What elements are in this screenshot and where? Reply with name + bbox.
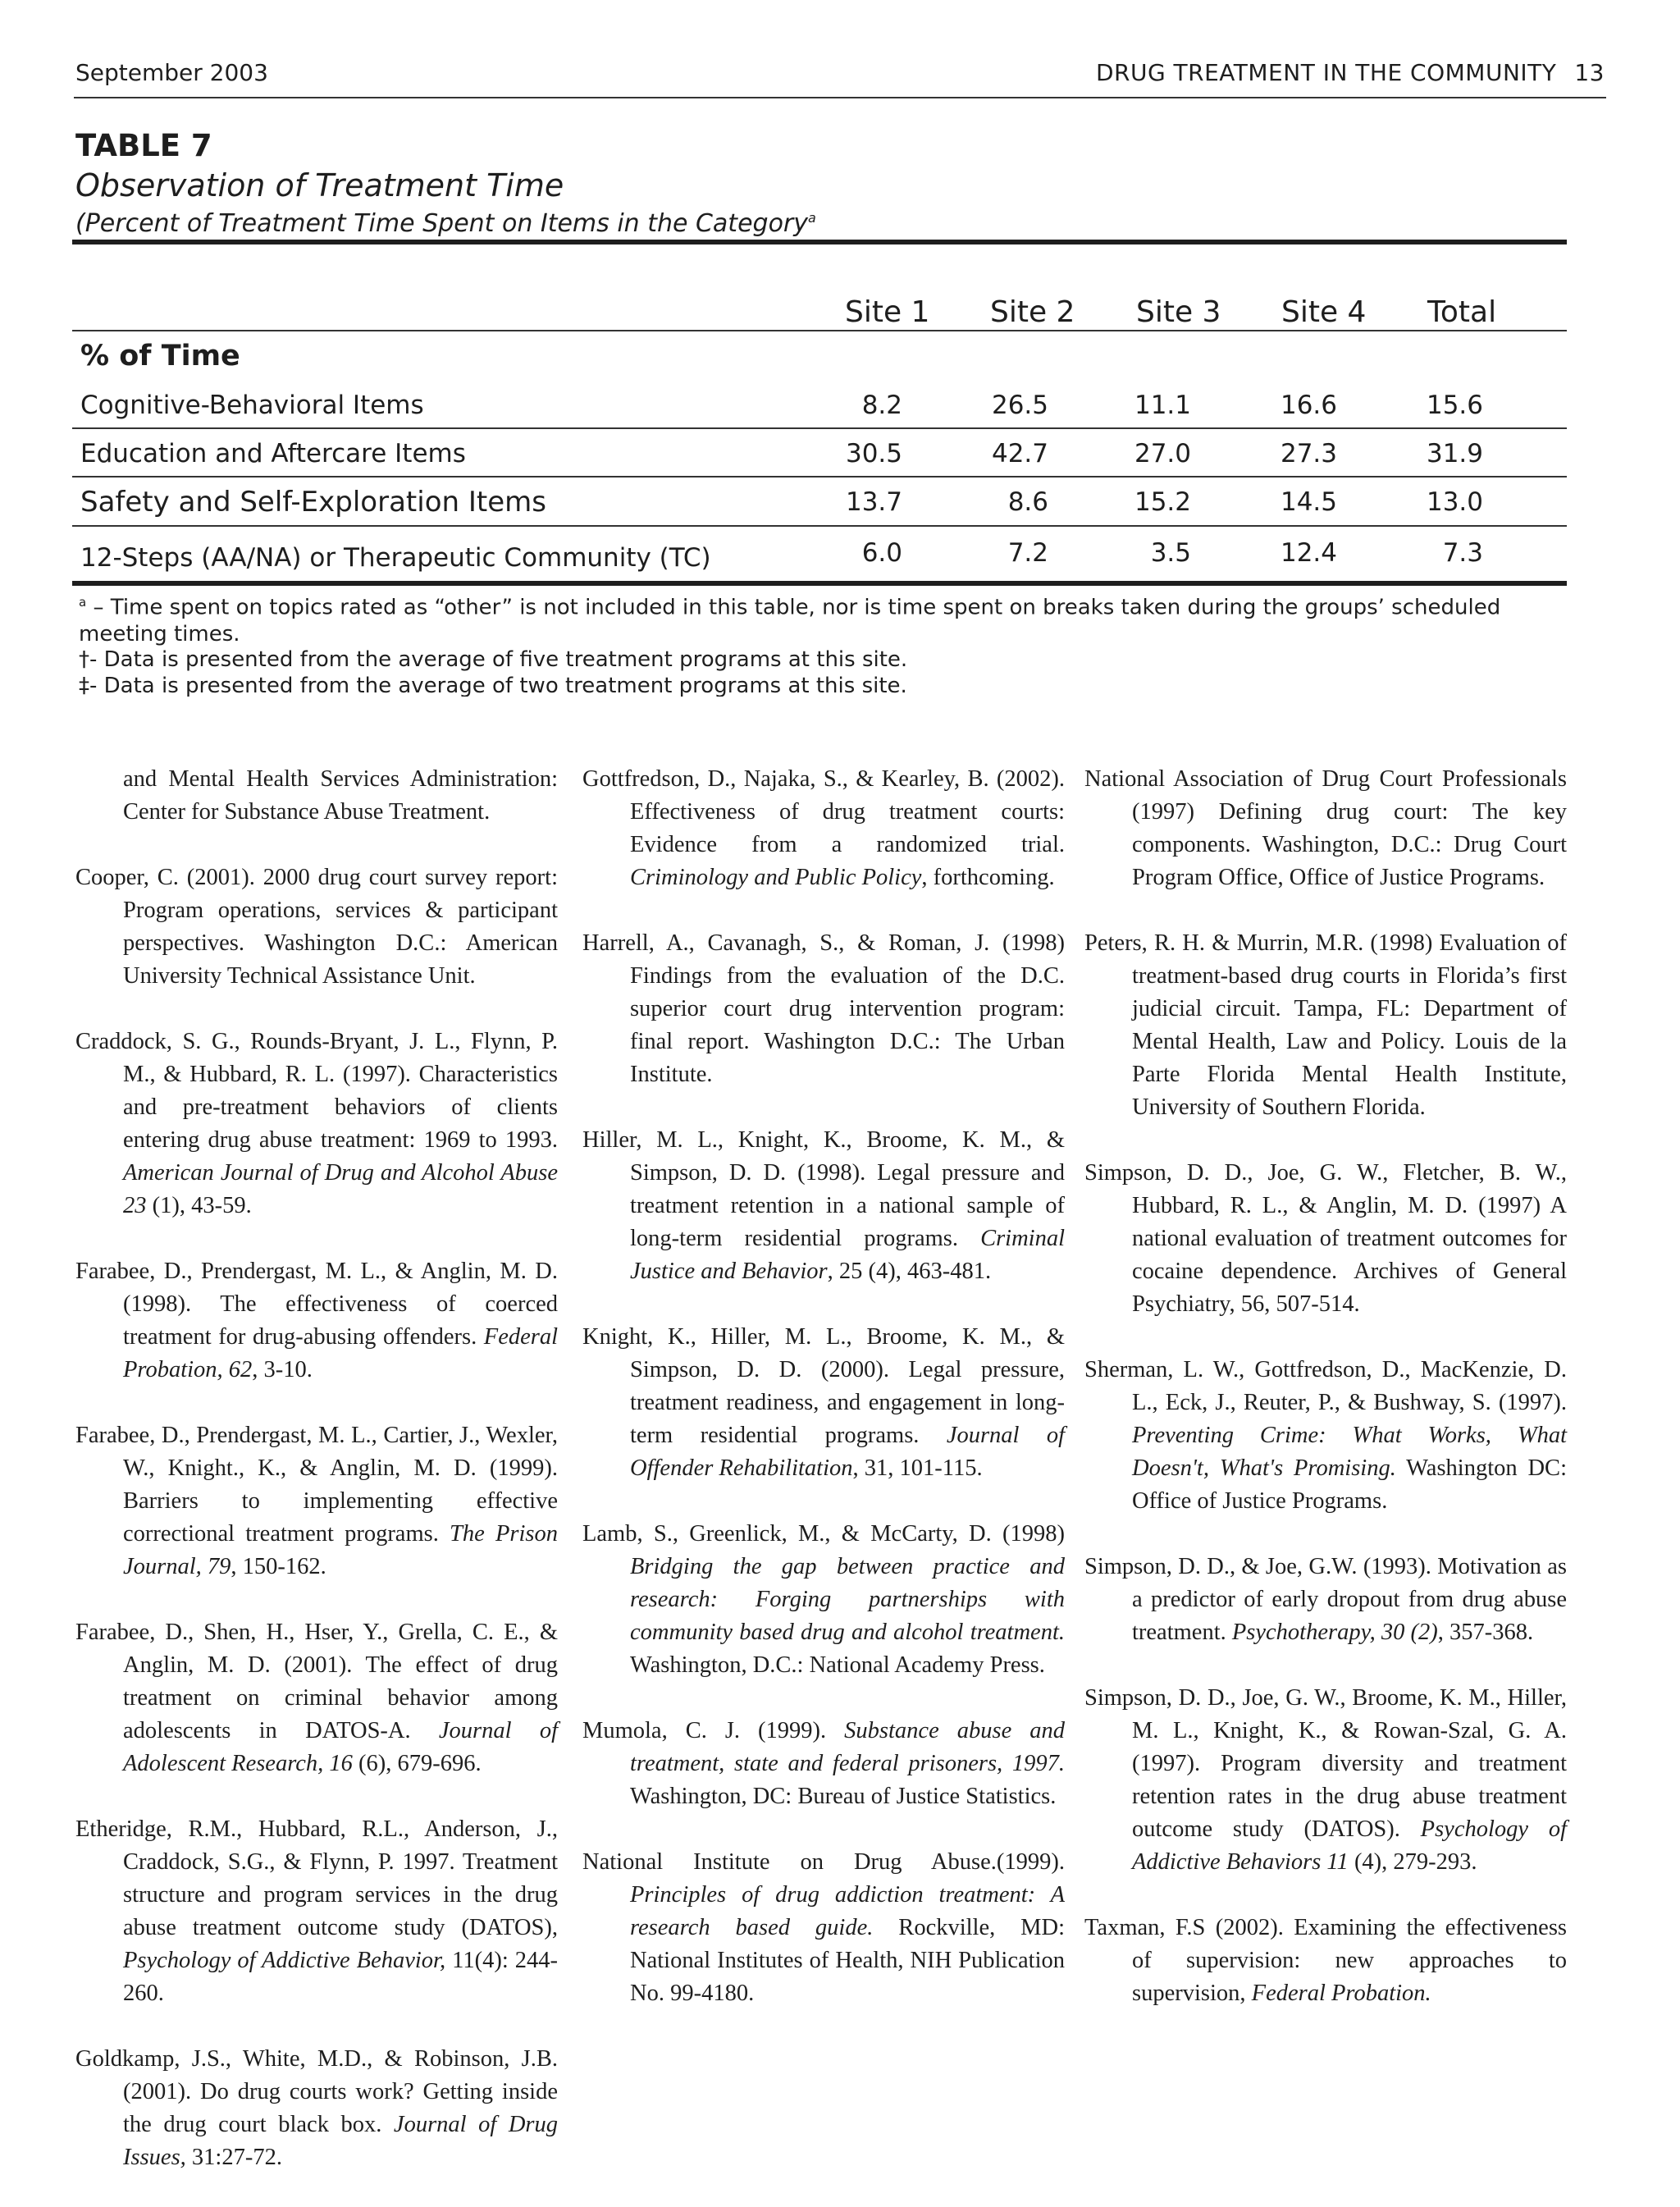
col-header-total: Total (1427, 295, 1497, 329)
reference-source: Criminal Justice and Behavior (630, 1226, 1065, 1284)
reference-entry (75, 2043, 558, 2174)
table-cell: 13.0 (1426, 487, 1483, 517)
reference-text: Lamb, S., Greenlick, M., & McCarty, D. (1998) (582, 1521, 1065, 1547)
table-cell: 30.5 (845, 439, 902, 468)
reference-entry (75, 1255, 558, 1387)
reference-text: Farabee, D., Prendergast, M. L., & Anglin, M. D. (1998). The effectiveness of coerced treatment for drug-abusing offenders. (75, 1259, 558, 1350)
col-header-site-2: Site 2 (990, 295, 1075, 329)
reference-details: Washington, D.C.: National Academy Press. (630, 1652, 1045, 1678)
col-header-site-4: Site 4 (1281, 295, 1367, 329)
table-cell: 11.1 (1134, 391, 1191, 420)
references-column-3 (1084, 763, 1567, 2043)
table-bottom-rule (72, 581, 1567, 586)
reference-entry (75, 1026, 558, 1222)
footnote-double-dagger: ‡- Data is presented from the average of two treatment programs at this site. (79, 674, 907, 697)
reference-details: , 3-10. (252, 1357, 313, 1382)
reference-source: Journal of Drug Issues, (123, 2112, 559, 2170)
row-rule (72, 525, 1567, 527)
reference-text: Farabee, D., Shen, H., Hser, Y., Grella, C. E., & Anglin, M. D. (2001). The effect of drug treatment on criminal behavior among adolescents in DATOS-A. (75, 1620, 558, 1743)
reference-details: Washington DC: Office of Justice Programs. (1132, 1455, 1567, 1514)
table-cell: 12.4 (1280, 538, 1337, 568)
table-cell: 7.2 (1007, 538, 1048, 568)
row-label-education: Education and Aftercare Items (80, 439, 466, 468)
references-column-2 (582, 763, 1065, 2043)
reference-source: Journal of Offender Rehabilitation (630, 1423, 1066, 1481)
reference-source: Psychology of Addictive Behavior, (123, 1948, 446, 1973)
reference-entry: Peters, R. H. & Murrin, M.R. (1998) Evaluation of treatment-based drug courts in Florida’s first judicial circuit. Tampa, FL: Department of Mental Health, Law and Policy. Louis de la Parte Florida Mental Health Institute, University of Southern Florida. (1084, 930, 1567, 1120)
reference-details: (1), 43-59. (146, 1193, 252, 1218)
reference-entry (75, 1616, 558, 1780)
reference-details: 31:27-72. (185, 2145, 282, 2170)
reference-source: American Journal of Drug and Alcohol Abuse 23 (123, 1160, 558, 1218)
table-title: Observation of Treatment Time (75, 167, 564, 203)
running-header-title (1096, 59, 1605, 86)
footnote-a-text: – Time spent on topics rated as “other” is not included in this table, nor is time spent on breaks taken during the groups’ scheduled meeting times. (79, 595, 1501, 647)
reference-entry (1084, 1912, 1567, 2010)
running-header-journal: DRUG TREATMENT IN THE COMMUNITY (1095, 59, 1557, 86)
reference-text: Simpson, D. D., & Joe, G.W. (1993). Motivation as a predictor of early dropout from drug abuse treatment. (1084, 1554, 1567, 1645)
table-cell: 15.2 (1134, 487, 1191, 517)
reference-details: , forthcoming. (921, 865, 1055, 890)
reference-entry (582, 763, 1065, 894)
footnote-a (79, 589, 1564, 647)
table-cell: 42.7 (991, 439, 1048, 468)
reference-entry: and Mental Health Services Administration: Center for Substance Abuse Treatment. (123, 766, 558, 825)
reference-text: Craddock, S. G., Rounds-Bryant, J. L., Flynn, P. M., & Hubbard, R. L. (1997). Characteristics and pre-treatment behaviors of clients entering drug abuse treatment: 1969 to 1993. (75, 1029, 558, 1153)
table-cell: 6.0 (861, 538, 902, 568)
reference-entry (582, 1321, 1065, 1485)
table-cell: 15.6 (1426, 391, 1483, 420)
footnote-a-marker: a (79, 595, 87, 610)
reference-text: Goldkamp, J.S., White, M.D., & Robinson, J.B. (2001). Do drug courts work? Getting inside the drug court black box. (75, 2046, 558, 2137)
reference-details: (6), 679-696. (352, 1751, 482, 1776)
row-label-cognitive: Cognitive-Behavioral Items (80, 391, 424, 420)
reference-text: Etheridge, R.M., Hubbard, R.L., Anderson, J., Craddock, S.G., & Flynn, P. 1997. Treatment structure and program services in the drug abuse treatment outcome study (DATOS), (75, 1816, 558, 1940)
page-number: 13 (1574, 59, 1605, 86)
reference-source: Substance abuse and treatment, state and federal prisoners, 1997. (630, 1718, 1065, 1776)
reference-details: (4), 279-293. (1348, 1849, 1477, 1875)
reference-source: Federal Probation, 62 (123, 1324, 558, 1382)
reference-text: Sherman, L. W., Gottfredson, D., MacKenzie, D. L., Eck, J., Reuter, P., & Bushway, S. (1997). (1084, 1357, 1567, 1415)
table-cell: 26.5 (991, 391, 1048, 420)
col-header-site-1: Site 1 (845, 295, 930, 329)
reference-source: Preventing Crime: What Works, What Doesn't, What's Promising. (1132, 1423, 1567, 1481)
reference-source: Principles of drug addiction treatment: A research based guide. (630, 1882, 1065, 1940)
reference-text: Taxman, F.S (2002). Examining the effectiveness of supervision: new approaches to supervision, (1084, 1915, 1567, 2006)
reference-text: Mumola, C. J. (1999). (582, 1718, 845, 1743)
reference-details: , 25 (4), 463-481. (827, 1259, 992, 1284)
reference-text: Gottfredson, D., Najaka, S., & Kearley, B. (2002). Effectiveness of drug treatment courts: Evidence from a randomized trial. (582, 766, 1065, 857)
reference-source: The Prison Journal, 79 (123, 1521, 558, 1579)
table-label: TABLE 7 (75, 128, 212, 163)
reference-source: Criminology and Public Policy (630, 865, 922, 890)
reference-details: Rockville, MD: National Institutes of Health, NIH Publication No. 99-4180. (630, 1915, 1066, 2006)
reference-details: , 31, 101-115. (852, 1455, 983, 1481)
table-cell: 7.3 (1442, 538, 1483, 568)
reference-details: , 357-368. (1437, 1620, 1534, 1645)
table-subtitle-marker: a (808, 210, 816, 226)
reference-source: Psychology of Addictive Behaviors 11 (1132, 1816, 1567, 1875)
reference-source: Journal of Adolescent Research, 16 (123, 1718, 558, 1776)
reference-details: Washington, DC: Bureau of Justice Statistics. (630, 1784, 1057, 1809)
reference-source: Bridging the gap between practice and research: Forging partnerships with community based drug and alcohol treatment. (630, 1554, 1065, 1645)
reference-entry (75, 1419, 558, 1583)
reference-text: Hiller, M. L., Knight, K., Broome, K. M., & Simpson, D. D. (1998). Legal pressure and treatment retention in a national sample of long-term residential programs. (582, 1127, 1065, 1251)
table-top-rule (72, 240, 1567, 244)
reference-entry (1084, 1682, 1567, 1879)
reference-source: Psychotherapy, 30 (2) (1231, 1620, 1438, 1645)
references-column-1 (75, 763, 558, 2207)
table-cell: 13.7 (845, 487, 902, 517)
row-label-safety: Safety and Self-Exploration Items (80, 486, 546, 519)
row-label-12-steps: 12-Steps (AA/NA) or Therapeutic Community (TC) (80, 543, 711, 573)
reference-entry: Cooper, C. (2001). 2000 drug court survey report: Program operations, services & participant perspectives. Washington D.C.: American University Technical Assistance Unit. (75, 865, 558, 989)
reference-entry (1084, 1354, 1567, 1518)
table-cell: 27.3 (1280, 439, 1337, 468)
reference-entry: Harrell, A., Cavanagh, S., & Roman, J. (1998) Findings from the evaluation of the D.C. superior court drug intervention program: final report. Washington D.C.: The Urban Institute. (582, 930, 1065, 1087)
running-header-date: September 2003 (75, 59, 268, 86)
reference-text: Farabee, D., Prendergast, M. L., Cartier, J., Wexler, W., Knight., K., & Anglin, M. D. (1999). Barriers to implementing effective correctional treatment programs. (75, 1423, 558, 1547)
reference-text: Knight, K., Hiller, M. L., Broome, K. M., & Simpson, D. D. (2000). Legal pressure, treatment readiness, and engagement in long-term residential programs. (582, 1324, 1065, 1448)
reference-entry (582, 1715, 1065, 1813)
reference-details: 11(4): 244-260. (123, 1948, 558, 2006)
reference-source: Federal Probation. (1251, 1981, 1431, 2006)
reference-details: , 150-162. (231, 1554, 326, 1579)
table-cell: 16.6 (1280, 391, 1337, 420)
footnote-dagger: †- Data is presented from the average of five treatment programs at this site. (79, 647, 908, 672)
reference-entry (582, 1846, 1065, 2010)
header-row-rule (72, 330, 1567, 331)
row-rule (72, 476, 1567, 477)
table-cell: 31.9 (1426, 439, 1483, 468)
row-rule (72, 427, 1567, 429)
reference-entry: Simpson, D. D., Joe, G. W., Fletcher, B. W., Hubbard, R. L., & Anglin, M. D. (1997) A national evaluation of treatment outcomes for cocaine dependence. Archives of General Psychiatry, 56, 507-514. (1084, 1160, 1567, 1317)
table-cell: 14.5 (1280, 487, 1337, 517)
table-cell: 27.0 (1134, 439, 1191, 468)
table-cell: 8.2 (861, 391, 902, 420)
section-heading: % of Time (80, 340, 240, 372)
reference-entry (582, 1124, 1065, 1288)
header-rule (74, 97, 1606, 98)
reference-text: Simpson, D. D., Joe, G. W., Broome, K. M., Hiller, M. L., Knight, K., & Rowan-Szal, G. A. (1997). Program diversity and treatment retention rates in the drug abuse treatment outcome study (DATOS). (1084, 1685, 1567, 1842)
table-subtitle-text: (Percent of Treatment Time Spent on Items in the Category (75, 209, 809, 238)
col-header-site-3: Site 3 (1136, 295, 1221, 329)
table-subtitle (75, 209, 816, 238)
reference-entry: National Association of Drug Court Professionals (1997) Defining drug court: The key components. Washington, D.C.: Drug Court Program Office, Office of Justice Programs. (1084, 766, 1567, 890)
table-cell: 3.5 (1150, 538, 1191, 568)
table-cell: 8.6 (1007, 487, 1048, 517)
reference-entry (75, 1813, 558, 2010)
reference-text: National Institute on Drug Abuse.(1999). (582, 1849, 1065, 1875)
reference-entry (582, 1518, 1065, 1682)
reference-entry (1084, 1551, 1567, 1649)
